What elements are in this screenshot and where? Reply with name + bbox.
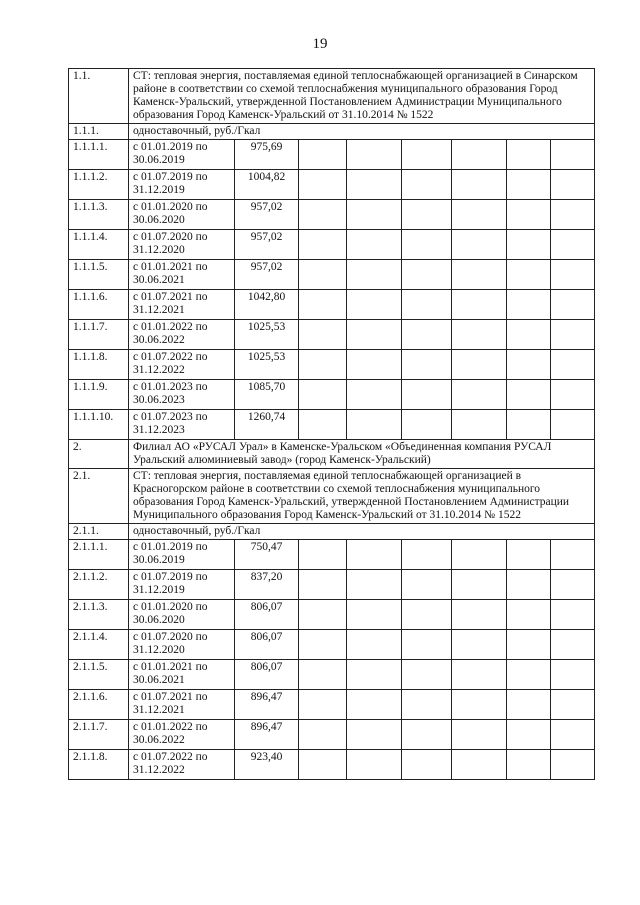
row-number: 1.1.1.6. bbox=[69, 290, 129, 320]
row-number: 1.1.1. bbox=[69, 124, 129, 140]
table-row bbox=[69, 469, 595, 524]
empty-cell bbox=[402, 320, 452, 350]
empty-cell bbox=[507, 720, 551, 750]
empty-cell bbox=[299, 750, 347, 780]
empty-cell bbox=[507, 600, 551, 630]
page-number: 19 bbox=[312, 36, 328, 52]
empty-cell bbox=[507, 170, 551, 200]
empty-cell bbox=[452, 630, 507, 660]
empty-cell bbox=[347, 170, 402, 200]
row-number: 1.1.1.3. bbox=[69, 200, 129, 230]
tariff-value: 957,02 bbox=[235, 230, 299, 260]
table-body bbox=[69, 69, 595, 780]
empty-cell bbox=[347, 230, 402, 260]
empty-cell bbox=[347, 600, 402, 630]
empty-cell bbox=[551, 660, 595, 690]
table-row bbox=[69, 380, 595, 410]
period-cell: с 01.07.2022 по 31.12.2022 bbox=[129, 350, 235, 380]
empty-cell bbox=[299, 140, 347, 170]
table-row bbox=[69, 290, 595, 320]
empty-cell bbox=[507, 690, 551, 720]
empty-cell bbox=[452, 690, 507, 720]
empty-cell bbox=[402, 290, 452, 320]
table-row bbox=[69, 260, 595, 290]
empty-cell bbox=[452, 380, 507, 410]
empty-cell bbox=[452, 140, 507, 170]
empty-cell bbox=[299, 320, 347, 350]
table-row bbox=[69, 230, 595, 260]
row-number: 1.1.1.1. bbox=[69, 140, 129, 170]
tariff-value: 1260,74 bbox=[235, 410, 299, 440]
row-number: 2.1.1. bbox=[69, 524, 129, 540]
empty-cell bbox=[551, 320, 595, 350]
row-number: 2.1.1.3. bbox=[69, 600, 129, 630]
row-number: 1.1.1.5. bbox=[69, 260, 129, 290]
period-cell: с 01.07.2020 по 31.12.2020 bbox=[129, 230, 235, 260]
period-cell: с 01.01.2019 по 30.06.2019 bbox=[129, 540, 235, 570]
section-title: СТ: тепловая энергия, поставляемая единой теплоснабжающей организацией в Синарском районе в соответствии со схемой теплоснабжения муниципального образования Город Каменск-Уральский, утвержденной Постановлением Администрации Муниципального образования Город Каменск-Уральский от 31.10.2014 № 1522 bbox=[129, 69, 595, 124]
empty-cell bbox=[551, 170, 595, 200]
empty-cell bbox=[299, 230, 347, 260]
period-cell: с 01.01.2020 по 30.06.2020 bbox=[129, 200, 235, 230]
empty-cell bbox=[402, 690, 452, 720]
empty-cell bbox=[551, 200, 595, 230]
period-cell: с 01.07.2023 по 31.12.2023 bbox=[129, 410, 235, 440]
empty-cell bbox=[402, 720, 452, 750]
empty-cell bbox=[507, 350, 551, 380]
section-title: Филиал АО «РУСАЛ Урал» в Каменске-Уральском «Объединенная компания РУСАЛ Уральский алюминиевый завод» (город Каменск-Уральский) bbox=[129, 440, 595, 469]
table-row bbox=[69, 410, 595, 440]
empty-cell bbox=[452, 200, 507, 230]
empty-cell bbox=[402, 230, 452, 260]
empty-cell bbox=[507, 230, 551, 260]
section-title: СТ: тепловая энергия, поставляемая единой теплоснабжающей организацией в Красногорском районе в соответствии со схемой теплоснабжения муниципального образования Город Каменск-Уральский, утвержденной Постановлением Администрации Муниципального образования Город Каменск-Уральский от 31.10.2014 № 1522 bbox=[129, 469, 595, 524]
period-cell: с 01.07.2019 по 31.12.2019 bbox=[129, 570, 235, 600]
empty-cell bbox=[347, 630, 402, 660]
empty-cell bbox=[507, 540, 551, 570]
empty-cell bbox=[299, 540, 347, 570]
empty-cell bbox=[452, 170, 507, 200]
empty-cell bbox=[551, 260, 595, 290]
row-number: 2.1. bbox=[69, 469, 129, 524]
tariff-value: 896,47 bbox=[235, 720, 299, 750]
table-row bbox=[69, 69, 595, 124]
table-row bbox=[69, 570, 595, 600]
tariff-value: 806,07 bbox=[235, 630, 299, 660]
tariff-value: 806,07 bbox=[235, 660, 299, 690]
empty-cell bbox=[347, 200, 402, 230]
empty-cell bbox=[452, 600, 507, 630]
table-row bbox=[69, 600, 595, 630]
empty-cell bbox=[551, 410, 595, 440]
table-row bbox=[69, 124, 595, 140]
period-cell: с 01.01.2020 по 30.06.2020 bbox=[129, 600, 235, 630]
row-number: 1.1.1.10. bbox=[69, 410, 129, 440]
empty-cell bbox=[299, 260, 347, 290]
empty-cell bbox=[299, 290, 347, 320]
empty-cell bbox=[347, 410, 402, 440]
empty-cell bbox=[347, 750, 402, 780]
period-cell: с 01.07.2021 по 31.12.2021 bbox=[129, 690, 235, 720]
tariff-value: 923,40 bbox=[235, 750, 299, 780]
table-row bbox=[69, 630, 595, 660]
empty-cell bbox=[507, 410, 551, 440]
empty-cell bbox=[551, 630, 595, 660]
empty-cell bbox=[347, 380, 402, 410]
empty-cell bbox=[299, 170, 347, 200]
empty-cell bbox=[551, 750, 595, 780]
period-cell: с 01.01.2019 по 30.06.2019 bbox=[129, 140, 235, 170]
period-cell: с 01.07.2019 по 31.12.2019 bbox=[129, 170, 235, 200]
table-row bbox=[69, 170, 595, 200]
tariff-value: 1085,70 bbox=[235, 380, 299, 410]
row-number: 1.1.1.4. bbox=[69, 230, 129, 260]
empty-cell bbox=[507, 200, 551, 230]
period-cell: с 01.07.2020 по 31.12.2020 bbox=[129, 630, 235, 660]
empty-cell bbox=[347, 570, 402, 600]
empty-cell bbox=[551, 690, 595, 720]
empty-cell bbox=[347, 720, 402, 750]
empty-cell bbox=[402, 660, 452, 690]
tariff-value: 957,02 bbox=[235, 260, 299, 290]
empty-cell bbox=[347, 540, 402, 570]
empty-cell bbox=[551, 570, 595, 600]
empty-cell bbox=[507, 140, 551, 170]
empty-cell bbox=[402, 170, 452, 200]
empty-cell bbox=[551, 290, 595, 320]
empty-cell bbox=[347, 320, 402, 350]
period-cell: с 01.01.2022 по 30.06.2022 bbox=[129, 320, 235, 350]
tariff-value: 1025,53 bbox=[235, 350, 299, 380]
empty-cell bbox=[299, 720, 347, 750]
table-row bbox=[69, 690, 595, 720]
table-row bbox=[69, 440, 595, 469]
row-number: 2.1.1.6. bbox=[69, 690, 129, 720]
empty-cell bbox=[402, 600, 452, 630]
row-number: 1.1.1.9. bbox=[69, 380, 129, 410]
empty-cell bbox=[402, 140, 452, 170]
empty-cell bbox=[347, 290, 402, 320]
empty-cell bbox=[452, 410, 507, 440]
empty-cell bbox=[452, 570, 507, 600]
empty-cell bbox=[452, 720, 507, 750]
empty-cell bbox=[402, 630, 452, 660]
empty-cell bbox=[402, 260, 452, 290]
tariff-table bbox=[68, 68, 595, 780]
empty-cell bbox=[299, 350, 347, 380]
tariff-value: 1042,80 bbox=[235, 290, 299, 320]
row-number: 1.1. bbox=[69, 69, 129, 124]
empty-cell bbox=[402, 380, 452, 410]
empty-cell bbox=[507, 290, 551, 320]
empty-cell bbox=[299, 410, 347, 440]
empty-cell bbox=[452, 350, 507, 380]
table-row bbox=[69, 540, 595, 570]
empty-cell bbox=[551, 230, 595, 260]
table-row bbox=[69, 200, 595, 230]
empty-cell bbox=[551, 140, 595, 170]
empty-cell bbox=[507, 630, 551, 660]
empty-cell bbox=[402, 200, 452, 230]
empty-cell bbox=[299, 630, 347, 660]
period-cell: с 01.07.2021 по 31.12.2021 bbox=[129, 290, 235, 320]
row-number: 1.1.1.8. bbox=[69, 350, 129, 380]
empty-cell bbox=[347, 140, 402, 170]
empty-cell bbox=[507, 380, 551, 410]
empty-cell bbox=[452, 230, 507, 260]
table-row bbox=[69, 750, 595, 780]
empty-cell bbox=[347, 660, 402, 690]
empty-cell bbox=[402, 410, 452, 440]
empty-cell bbox=[551, 380, 595, 410]
tariff-value: 975,69 bbox=[235, 140, 299, 170]
row-number: 2.1.1.5. bbox=[69, 660, 129, 690]
empty-cell bbox=[507, 320, 551, 350]
row-number: 2.1.1.2. bbox=[69, 570, 129, 600]
table-row bbox=[69, 720, 595, 750]
subsection-title: одноставочный, руб./Гкал bbox=[129, 124, 595, 140]
empty-cell bbox=[452, 290, 507, 320]
empty-cell bbox=[299, 690, 347, 720]
empty-cell bbox=[299, 600, 347, 630]
empty-cell bbox=[551, 350, 595, 380]
table-row bbox=[69, 524, 595, 540]
empty-cell bbox=[347, 690, 402, 720]
empty-cell bbox=[452, 320, 507, 350]
empty-cell bbox=[347, 350, 402, 380]
empty-cell bbox=[551, 600, 595, 630]
period-cell: с 01.01.2021 по 30.06.2021 bbox=[129, 260, 235, 290]
table-row bbox=[69, 350, 595, 380]
row-number: 2.1.1.1. bbox=[69, 540, 129, 570]
period-cell: с 01.01.2021 по 30.06.2021 bbox=[129, 660, 235, 690]
period-cell: с 01.01.2023 по 30.06.2023 bbox=[129, 380, 235, 410]
empty-cell bbox=[299, 660, 347, 690]
tariff-value: 750,47 bbox=[235, 540, 299, 570]
empty-cell bbox=[402, 750, 452, 780]
empty-cell bbox=[452, 260, 507, 290]
empty-cell bbox=[551, 540, 595, 570]
period-cell: с 01.07.2022 по 31.12.2022 bbox=[129, 750, 235, 780]
table-row bbox=[69, 660, 595, 690]
empty-cell bbox=[507, 260, 551, 290]
subsection-title: одноставочный, руб./Гкал bbox=[129, 524, 595, 540]
empty-cell bbox=[402, 570, 452, 600]
row-number: 1.1.1.7. bbox=[69, 320, 129, 350]
tariff-value: 806,07 bbox=[235, 600, 299, 630]
empty-cell bbox=[299, 200, 347, 230]
tariff-value: 837,20 bbox=[235, 570, 299, 600]
tariff-value: 957,02 bbox=[235, 200, 299, 230]
empty-cell bbox=[402, 350, 452, 380]
tariff-value: 1025,53 bbox=[235, 320, 299, 350]
empty-cell bbox=[452, 750, 507, 780]
row-number: 2.1.1.8. bbox=[69, 750, 129, 780]
tariff-value: 1004,82 bbox=[235, 170, 299, 200]
table-row bbox=[69, 320, 595, 350]
row-number: 2. bbox=[69, 440, 129, 469]
row-number: 2.1.1.7. bbox=[69, 720, 129, 750]
empty-cell bbox=[452, 540, 507, 570]
row-number: 2.1.1.4. bbox=[69, 630, 129, 660]
tariff-value: 896,47 bbox=[235, 690, 299, 720]
empty-cell bbox=[551, 720, 595, 750]
empty-cell bbox=[507, 570, 551, 600]
row-number: 1.1.1.2. bbox=[69, 170, 129, 200]
empty-cell bbox=[452, 660, 507, 690]
table-row bbox=[69, 140, 595, 170]
empty-cell bbox=[507, 660, 551, 690]
empty-cell bbox=[299, 570, 347, 600]
empty-cell bbox=[299, 380, 347, 410]
empty-cell bbox=[347, 260, 402, 290]
empty-cell bbox=[402, 540, 452, 570]
period-cell: с 01.01.2022 по 30.06.2022 bbox=[129, 720, 235, 750]
empty-cell bbox=[507, 750, 551, 780]
